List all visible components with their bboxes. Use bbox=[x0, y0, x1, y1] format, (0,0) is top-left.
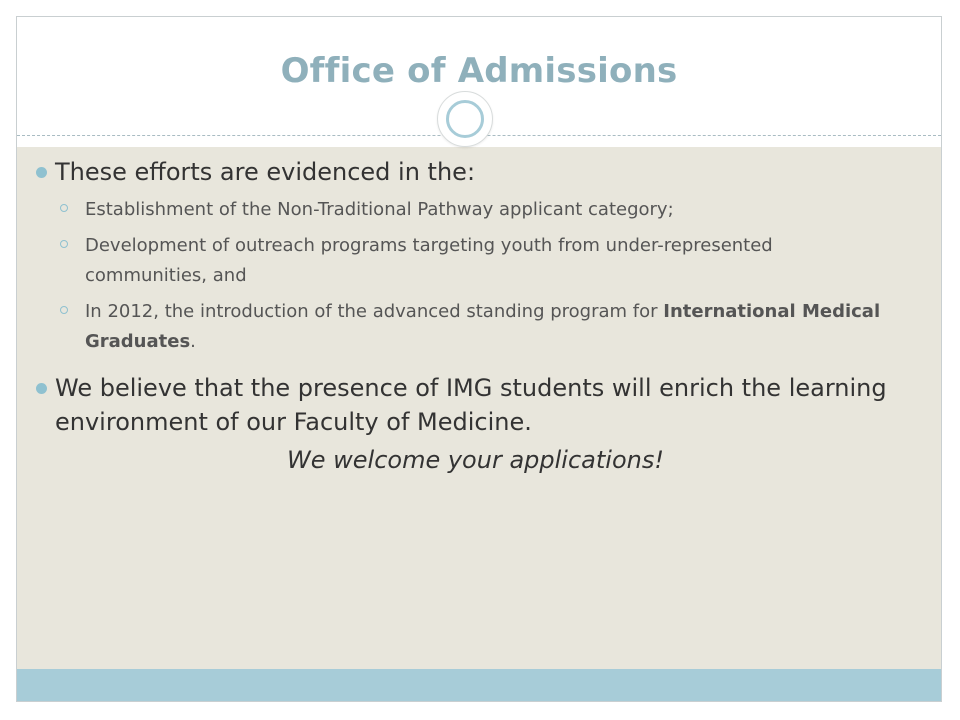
bullet-dot-icon bbox=[36, 383, 47, 394]
bullet-ring-icon bbox=[60, 240, 68, 248]
footer-bar bbox=[17, 669, 941, 701]
bullet-efforts bbox=[36, 155, 896, 189]
circle-ornament-ring bbox=[446, 100, 484, 138]
subbullet-pathway bbox=[36, 195, 896, 225]
bullet-belief-text: We believe that the presence of IMG students will enrich the learning environment of our Faculty of Medicine. bbox=[55, 374, 887, 436]
subbullet-img-bold: International Medical Graduates bbox=[85, 301, 881, 352]
bullet-belief bbox=[36, 371, 896, 439]
closing-line: We welcome your applications! bbox=[287, 446, 664, 474]
subbullet-img-text-before: In 2012, the introduction of the advanced standing program for bbox=[85, 301, 664, 322]
slide-body bbox=[36, 155, 896, 477]
slide-title: Office of Admissions bbox=[280, 51, 678, 91]
bullet-ring-icon bbox=[60, 306, 68, 314]
circle-ornament-icon bbox=[437, 91, 493, 147]
subbullet-pathway-text: Establishment of the Non-Traditional Pathway applicant category; bbox=[85, 199, 674, 220]
subbullet-outreach bbox=[36, 231, 896, 291]
bullet-efforts-text: These efforts are evidenced in the: bbox=[55, 158, 476, 186]
bullet-ring-icon bbox=[60, 204, 68, 212]
subbullet-img-text-after: . bbox=[190, 331, 196, 352]
subbullet-img-program bbox=[36, 297, 896, 357]
bullet-dot-icon bbox=[36, 167, 47, 178]
subbullet-outreach-text: Development of outreach programs targeting youth from under-represented communities, and bbox=[85, 235, 773, 286]
